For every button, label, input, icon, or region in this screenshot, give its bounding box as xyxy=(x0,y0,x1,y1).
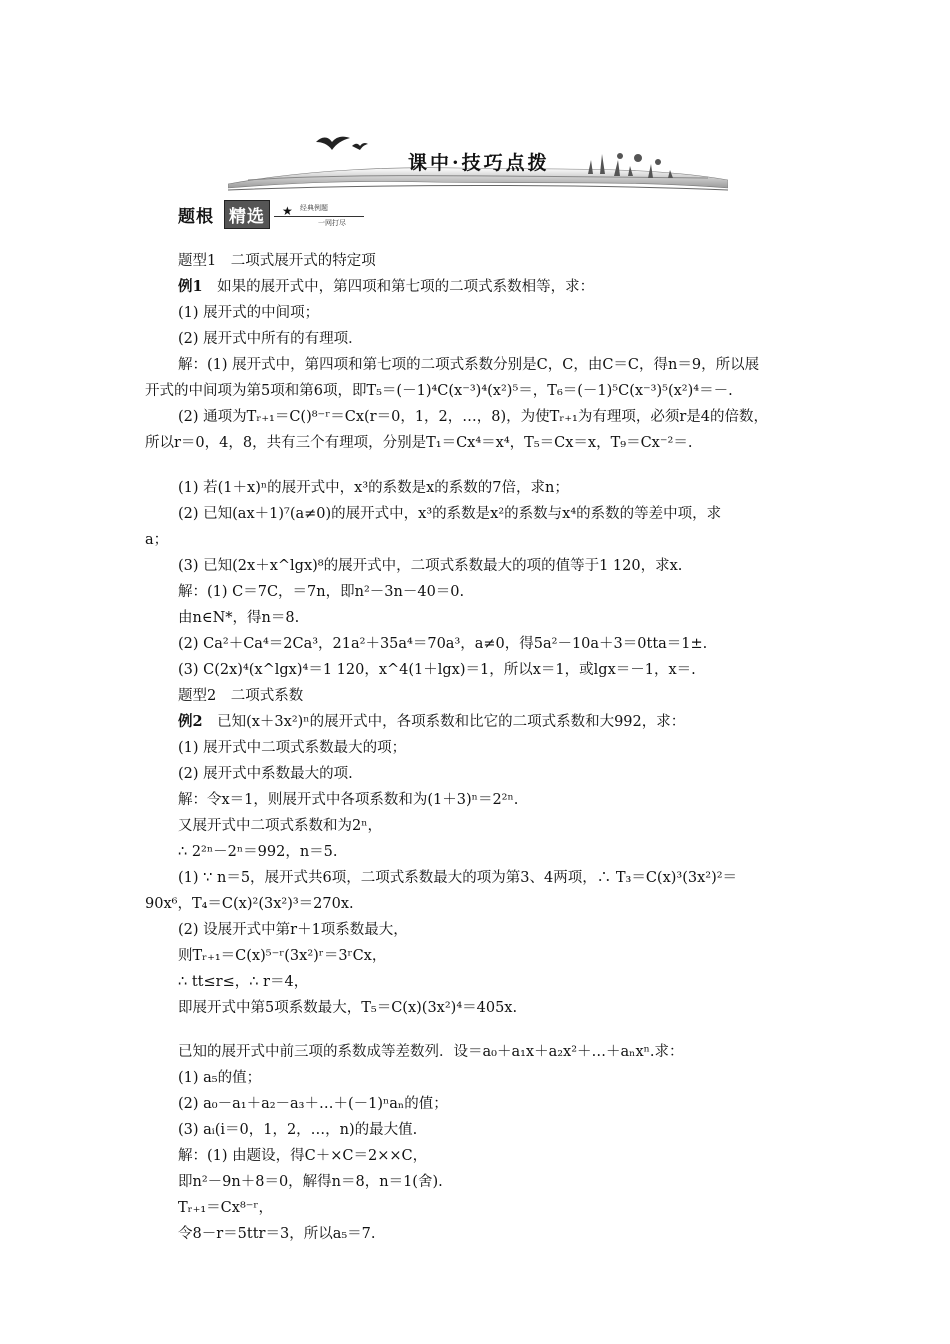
text-line: 解：(1) C＝7C，＝7n，即n²－3n－40＝0. xyxy=(178,584,465,600)
text-line: ∴ 2²ⁿ－2ⁿ＝992，n＝5. xyxy=(178,844,338,860)
heading-type-1: 题型1 二项式展开式的特定项 xyxy=(178,253,376,269)
text-line: (3) C(2x)⁴(x^lgx)⁴＝1 120，x^4(1＋lgx)＝1，所以x＝1，或lgx＝－1，x＝. xyxy=(178,662,696,678)
text-line: (1) 展开式中二项式系数最大的项； xyxy=(178,740,407,756)
text-line: (1) 展开式的中间项； xyxy=(178,305,320,321)
text-line: (1) 若(1＋x)ⁿ的展开式中，x³的系数是x的系数的7倍，求n； xyxy=(178,480,569,496)
text-line: 即n²－9n＋8＝0，解得n＝8，n＝1(舍). xyxy=(178,1174,443,1190)
text: 如果的展开式中，第四项和第七项的二项式系数相等，求： xyxy=(217,279,595,295)
text-line: 90x⁶，T₄＝C(x)²(3x²)³＝270x. xyxy=(145,896,354,912)
text-line: 解：令x＝1，则展开式中各项系数和为(1＋3)ⁿ＝2²ⁿ. xyxy=(178,792,519,808)
tag-text: 题根 xyxy=(178,207,214,227)
tag-highlight: 精选 xyxy=(224,200,270,229)
example-label: 例2 xyxy=(178,713,203,730)
example-label: 例1 xyxy=(178,278,203,295)
text-line: 已知的展开式中前三项的系数成等差数列．设＝a₀＋a₁x＋a₂x²＋…＋aₙxⁿ.求： xyxy=(178,1044,684,1060)
tag-subtext-2: 一网打尽 xyxy=(318,219,346,227)
text-line: 则Tᵣ₊₁＝C(x)⁵⁻ʳ(3x²)ʳ＝3ʳCx， xyxy=(178,948,387,964)
text-line: 所以r＝0，4，8，共有三个有理项，分别是T₁＝Cx⁴＝x⁴，T₅＝Cx＝x，T₉＝Cx⁻²＝. xyxy=(145,435,693,451)
section-tag xyxy=(178,200,378,227)
text-line: (2) 已知(ax＋1)⁷(a≠0)的展开式中，x³的系数是x²的系数与x⁴的系数的等差中项，求 xyxy=(178,506,722,522)
text-line: (3) aᵢ(i＝0，1，2，…，n)的最大值. xyxy=(178,1122,418,1138)
text-line: (2) 展开式中系数最大的项. xyxy=(178,766,353,782)
text-line: 又展开式中二项式系数和为2ⁿ， xyxy=(178,818,382,834)
text-line: 解：(1) 展开式中，第四项和第七项的二项式系数分别是C，C，由C＝C，得n＝9，所以展 xyxy=(178,357,760,373)
text-line: (2) Ca²＋Ca⁴＝2Ca³，21a²＋35a⁴＝70a³，a≠0，得5a²－10a＋3＝0tta＝1±. xyxy=(178,636,708,652)
text-line: (1) ∵ n＝5，展开式共6项，二项式系数最大的项为第3、4两项，∴ T₃＝C(x)³(3x²)²＝ xyxy=(178,870,738,886)
tag-subtext-1: 经典例题 xyxy=(300,204,328,212)
example-1-line xyxy=(178,277,594,297)
text-line: 即展开式中第5项系数最大，T₅＝C(x)(3x²)⁴＝405x. xyxy=(178,1000,518,1016)
text-line: Tᵣ₊₁＝Cx⁸⁻ʳ， xyxy=(178,1200,273,1216)
text-line: (2) 展开式中所有的有理项． xyxy=(178,331,363,347)
text-line: 开式的中间项为第5项和第6项，即T₅＝(－1)⁴C(x⁻³)⁴(x²)⁵＝，T₆＝(－1)⁵C(x⁻³)⁵(x²)⁴＝－. xyxy=(145,383,733,399)
text-line: (3) 已知(2x＋x^lgx)⁸的展开式中，二项式系数最大的项的值等于1 120，求x. xyxy=(178,558,683,574)
text-line: (1) a₅的值； xyxy=(178,1070,262,1086)
heading-type-2: 题型2 二项式系数 xyxy=(178,688,304,704)
section-title: 课中·技巧点拨 xyxy=(408,152,550,174)
text-line: (2) 通项为Tᵣ₊₁＝C()⁸⁻ʳ＝Cx(r＝0，1，2，…，8)，为使Tᵣ₊₁为有理项，必须r是4的倍数， xyxy=(178,409,768,425)
text: 已知(x＋3x²)ⁿ的展开式中，各项系数和比它的二项式系数和大992，求： xyxy=(217,714,686,730)
text-line: 令8－r＝5ttr＝3，所以a₅＝7. xyxy=(178,1226,376,1242)
text-line: 由n∈N*，得n＝8. xyxy=(178,610,300,626)
bird-icon xyxy=(316,137,368,150)
text-line: 解：(1) 由题设，得C＋×C＝2××C， xyxy=(178,1148,428,1164)
star-icon: ★ xyxy=(282,204,293,218)
text-line: (2) a₀－a₁＋a₂－a₃＋…＋(－1)ⁿaₙ的值； xyxy=(178,1096,448,1112)
example-2-line xyxy=(178,712,685,732)
text-line: (2) 设展开式中第r＋1项系数最大， xyxy=(178,922,408,938)
text-line: ∴ tt≤r≤，∴ r＝4， xyxy=(178,974,309,990)
text-line: a； xyxy=(145,532,169,548)
